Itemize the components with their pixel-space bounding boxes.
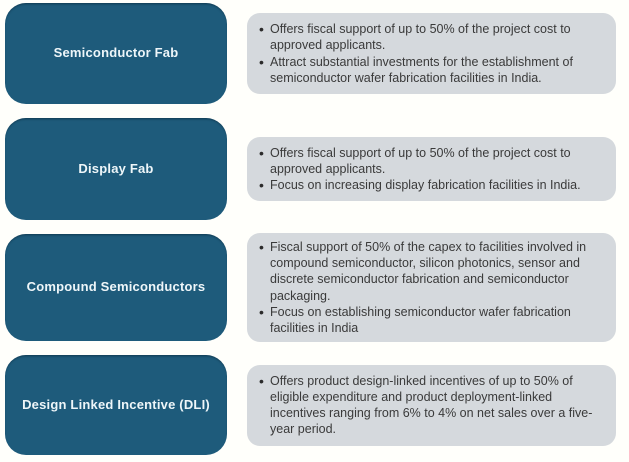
bullet-list	[257, 373, 602, 438]
bullet-list	[257, 21, 602, 86]
scheme-row-design-linked-incentive	[5, 355, 616, 455]
scheme-details-box	[247, 233, 616, 343]
bullet-list	[257, 239, 602, 337]
scheme-row-semiconductor-fab	[5, 3, 616, 104]
scheme-rows	[5, 3, 616, 455]
bullet-item: • Offers fiscal support of up to 50% of the project cost to approved applicants.	[257, 21, 602, 54]
scheme-label: Display Fab	[78, 160, 154, 176]
scheme-label: Semiconductor Fab	[53, 45, 179, 61]
scheme-row-display-fab	[5, 118, 616, 220]
scheme-details-wrap	[247, 118, 616, 220]
scheme-label-box	[5, 3, 227, 104]
scheme-details-box	[247, 13, 616, 94]
bullet-item: • Focus on establishing semiconductor wafer fabrication facilities in India	[257, 304, 602, 337]
bullet-item: • Offers product design-linked incentives of up to 50% of eligible expenditure and product deployment-linked incentives ranging from 6% to 4% on net sales over a five-year period.	[257, 373, 602, 438]
scheme-label: Design Linked Incentive (DLI)	[22, 396, 210, 412]
scheme-label-box	[5, 355, 227, 455]
bullet-item: • Focus on increasing display fabrication facilities in India.	[257, 177, 602, 193]
scheme-label-box	[5, 234, 227, 341]
scheme-details-box	[247, 137, 616, 202]
bullet-item: • Offers fiscal support of up to 50% of the project cost to approved applicants.	[257, 145, 602, 178]
scheme-label-box	[5, 118, 227, 220]
scheme-details-wrap	[247, 234, 616, 341]
scheme-details-box	[247, 365, 616, 446]
scheme-label: Compound Semiconductors	[26, 279, 206, 295]
scheme-details-wrap	[247, 3, 616, 104]
scheme-row-compound-semiconductors	[5, 234, 616, 341]
bullet-list	[257, 145, 602, 194]
scheme-details-wrap	[247, 355, 616, 455]
bullet-item: • Fiscal support of 50% of the capex to facilities involved in compound semiconductor, silicon photonics, sensor and discrete semiconductor fabrication and semiconductor packaging.	[257, 239, 602, 304]
bullet-item: • Attract substantial investments for the establishment of semiconductor wafer fabrication facilities in India.	[257, 54, 602, 87]
